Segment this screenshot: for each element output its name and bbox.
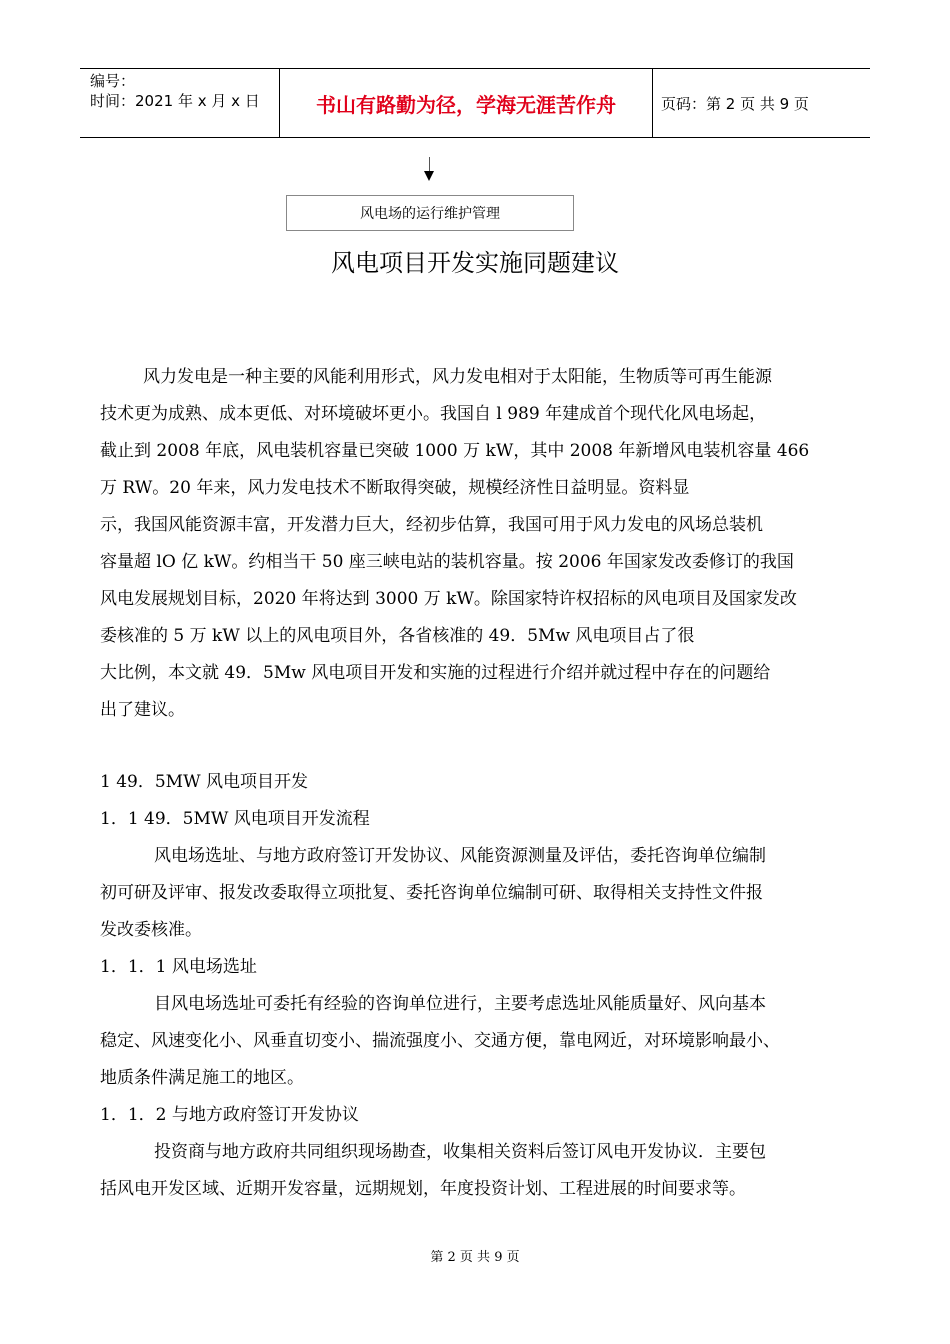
document-date-label: 时间：2021 年 x 月 x 日 [90, 92, 260, 110]
section-heading: 1．1．2 与地方政府签订开发协议 [100, 1105, 359, 1125]
arrow-down-icon [424, 171, 434, 181]
body-line: 目风电场选址可委托有经验的咨询单位进行，主要考虑选址风能质量好、风向基本 [154, 994, 766, 1014]
body-line: 委核准的 5 万 kW 以上的风电项目外，各省核准的 49．5Mw 风电项目占了很 [100, 626, 695, 646]
body-line: 发改委核准。 [100, 920, 202, 940]
body-line: 技术更为成熟、成本更低、对环境破坏更小。我国自 l 989 年建成首个现代化风电场起， [100, 404, 767, 424]
body-line: 地质条件满足施工的地区。 [100, 1068, 304, 1088]
header-info [80, 69, 280, 137]
document-number-label: 编号： [90, 72, 136, 90]
body-line: 大比例，本文就 49．5Mw 风电项目开发和实施的过程进行介绍并就过程中存在的问题给 [100, 663, 771, 683]
body-line: 万 RW。20 年来，风力发电技术不断取得突破，规模经济性日益明显。资料显 [100, 478, 690, 498]
body-line: 初可研及评审、报发改委取得立项批复、委托咨询单位编制可研、取得相关支持性文件报 [100, 883, 763, 903]
body-line: 示，我国风能资源丰富，开发潜力巨大，经初步估算，我国可用于风力发电的风场总装机 [100, 515, 763, 535]
body-line: 截止到 2008 年底，风电装机容量已突破 1000 万 kW，其中 2008 年新增风电装机容量 466 [100, 441, 810, 461]
header-page-info: 页码：第 2 页 共 9 页 [661, 94, 809, 113]
body-line: 容量超 lO 亿 kW。约相当干 50 座三峡电站的装机容量。按 2006 年国家发改委修订的我国 [100, 552, 794, 572]
flow-arrow-line [429, 157, 430, 171]
header-motto: 书山有路勤为径，学海无涯苦作舟 [280, 69, 653, 137]
page-footer: 第 2 页 共 9 页 [430, 1250, 520, 1265]
section-heading: 1．1 49．5MW 风电项目开发流程 [100, 809, 370, 829]
body-line: 风电发展规划目标，2020 年将达到 3000 万 kW。除国家特许权招标的风电项目及国家发改 [100, 589, 797, 609]
body-line: 括风电开发区域、近期开发容量，远期规划，年度投资计划、工程进展的时间要求等。 [100, 1179, 746, 1199]
body-line: 出了建议。 [100, 700, 185, 720]
document-title: 风电项目开发实施同题建议 [331, 249, 619, 277]
body-line: 风力发电是一种主要的风能利用形式，风力发电相对于太阳能，生物质等可再生能源 [143, 367, 772, 387]
page-header [80, 68, 870, 138]
body-line: 稳定、风速变化小、风垂直切变小、揣流强度小、交通方便，靠电网近，对环境影响最小、 [100, 1031, 780, 1051]
body-line: 风电场选址、与地方政府签订开发协议、风能资源测量及评估，委托咨询单位编制 [154, 846, 766, 866]
body-line: 投资商与地方政府共同组织现场勘查，收集相关资料后签订风电开发协议．主要包 [154, 1142, 766, 1162]
section-heading: 1 49．5MW 风电项目开发 [100, 772, 308, 792]
flow-box: 风电场的运行维护管理 [286, 195, 574, 231]
section-heading: 1．1．1 风电场选址 [100, 957, 257, 977]
